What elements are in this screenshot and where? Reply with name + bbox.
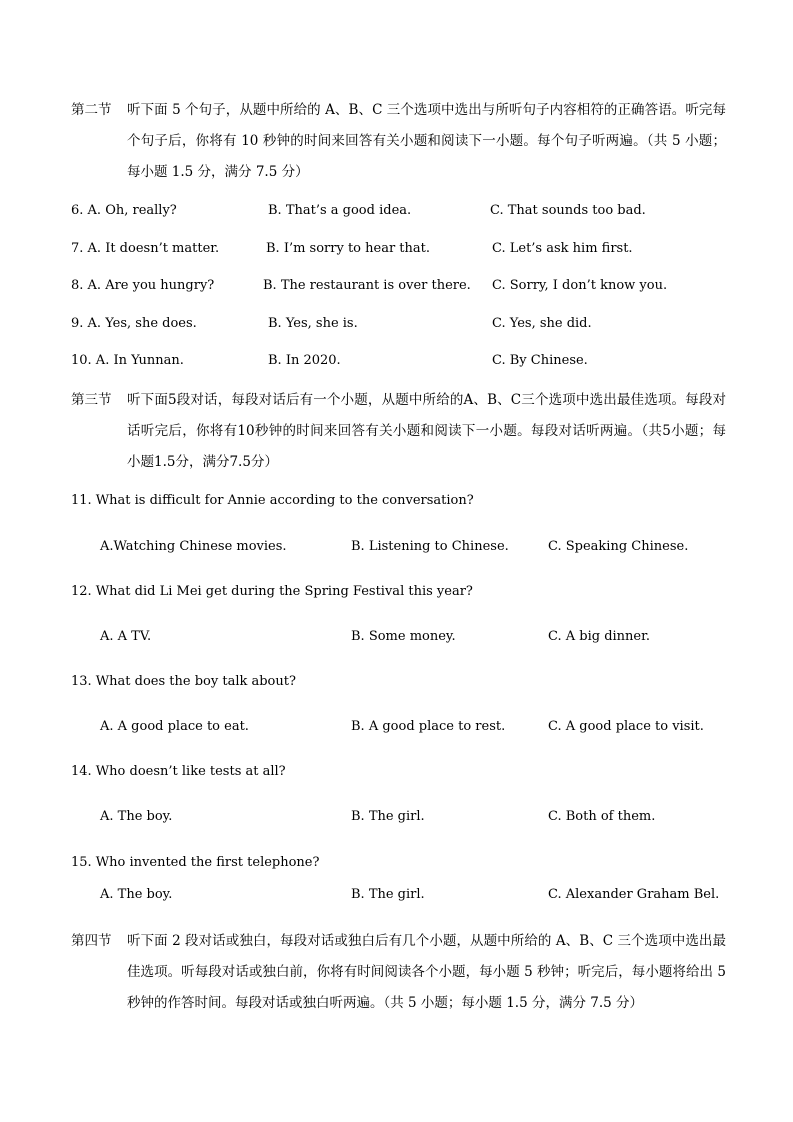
item-10-option-b: B. In 2020. xyxy=(268,353,341,368)
question-11-option-c: C. Speaking Chinese. xyxy=(548,539,689,554)
question-13: 13. What does the boy talk about? xyxy=(71,674,296,689)
item-8 xyxy=(0,276,793,296)
question-12-options xyxy=(0,627,793,647)
section-2-instructions: 听下面 5 个句子，从题中所给的 A、B、C 三个选项中选出与所听句子内容相符的正确答语。听完每个句子后，你将有 10 秒钟的时间来回答有关小题和阅读下一小题。每个句子听两遍。（共 5 小题；每小题 1.5 分，满分 7.5 分） xyxy=(127,102,726,180)
question-15-option-b: B. The girl. xyxy=(351,887,425,902)
item-10-option-a: 10. A. In Yunnan. xyxy=(71,353,184,368)
question-12-option-b: B. Some money. xyxy=(351,629,456,644)
section-4-instructions: 听下面 2 段对话或独白，每段对话或独白后有几个小题，从题中所给的 A、B、C 三个选项中选出最佳选项。听每段对话或独白前，你将有时间阅读各个小题，每小题 5 秒钟；听完后，每小题将给出 5 秒钟的作答时间。每段对话或独白听两遍。（共 5 小题；每小题 1.5 分，满分 7.5 分） xyxy=(127,933,726,1011)
item-9-option-b: B. Yes, she is. xyxy=(268,316,358,331)
question-12: 12. What did Li Mei get during the Spring Festival this year? xyxy=(71,584,473,599)
item-8-option-b: B. The restaurant is over there. xyxy=(263,278,471,293)
question-13-option-b: B. A good place to rest. xyxy=(351,719,506,734)
item-8-option-a: 8. A. Are you hungry? xyxy=(71,278,215,293)
question-14-option-b: B. The girl. xyxy=(351,809,425,824)
section-4-heading: 第四节 xyxy=(71,933,112,949)
question-15: 15. Who invented the first telephone? xyxy=(71,855,320,870)
item-7-option-a: 7. A. It doesn’t matter. xyxy=(71,241,220,256)
section-2-heading: 第二节 xyxy=(71,102,112,118)
item-7-option-c: C. Let’s ask him first. xyxy=(492,241,633,256)
item-6-option-b: B. That’s a good idea. xyxy=(268,203,412,218)
section-3-heading: 第三节 xyxy=(71,392,112,408)
question-13-options xyxy=(0,717,793,737)
question-14: 14. Who doesn’t like tests at all? xyxy=(71,764,286,779)
question-14-option-c: C. Both of them. xyxy=(548,809,656,824)
section-3-instructions: 听下面5段对话，每段对话后有一个小题，从题中所给的A、B、C三个选项中选出最佳选项。每段对话听完后，你将有10秒钟的时间来回答有关小题和阅读下一小题。每段对话听两遍。（共5小题；每小题1.5分，满分7.5分） xyxy=(127,392,726,470)
item-6-option-a: 6. A. Oh, really? xyxy=(71,203,177,218)
item-8-option-c: C. Sorry, I don’t know you. xyxy=(492,278,668,293)
item-9-option-a: 9. A. Yes, she does. xyxy=(71,316,197,331)
question-14-options xyxy=(0,807,793,827)
question-11-option-a: A.Watching Chinese movies. xyxy=(100,539,287,554)
item-7-option-b: B. I’m sorry to hear that. xyxy=(266,241,430,256)
question-15-option-a: A. The boy. xyxy=(100,887,173,902)
item-9 xyxy=(0,314,793,334)
item-10-option-c: C. By Chinese. xyxy=(492,353,588,368)
section-2 xyxy=(71,95,726,188)
question-12-option-c: C. A big dinner. xyxy=(548,629,651,644)
question-11-option-b: B. Listening to Chinese. xyxy=(351,539,509,554)
question-11: 11. What is difficult for Annie according to the conversation? xyxy=(71,493,474,508)
question-14-option-a: A. The boy. xyxy=(100,809,173,824)
question-13-option-c: C. A good place to visit. xyxy=(548,719,704,734)
section-3 xyxy=(71,385,726,478)
section-4 xyxy=(71,926,726,1019)
question-13-option-a: A. A good place to eat. xyxy=(100,719,249,734)
item-10 xyxy=(0,351,793,371)
item-9-option-c: C. Yes, she did. xyxy=(492,316,592,331)
question-11-options xyxy=(0,537,793,557)
item-7 xyxy=(0,239,793,259)
item-6 xyxy=(0,201,793,221)
question-15-option-c: C. Alexander Graham Bel. xyxy=(548,887,720,902)
item-6-option-c: C. That sounds too bad. xyxy=(490,203,646,218)
question-15-options xyxy=(0,885,793,905)
question-12-option-a: A. A TV. xyxy=(100,629,152,644)
